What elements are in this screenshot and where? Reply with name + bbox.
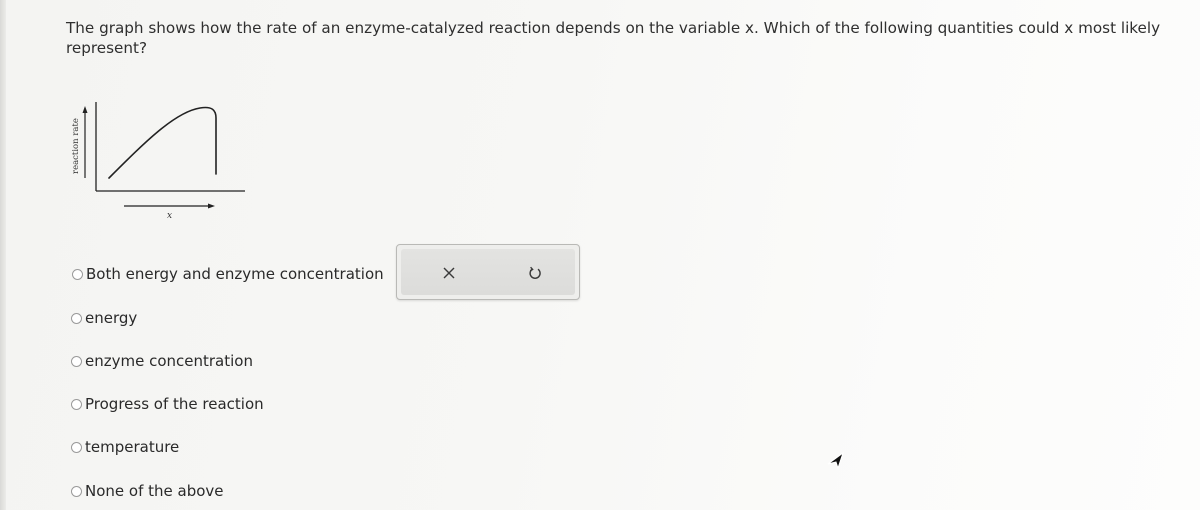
radio-button[interactable] [71,486,82,497]
option-label: energy [85,309,138,327]
graph-xlabel: x [167,211,173,220]
option-temperature[interactable] [71,438,179,456]
graph-rate-curve [109,107,216,178]
radio-button[interactable] [71,356,82,367]
answer-tools-panel [401,249,575,295]
window-edge [0,0,6,510]
option-energy[interactable] [71,309,137,327]
graph-y-arrowhead [83,106,88,113]
option-label: None of the above [85,482,224,500]
mouse-cursor-icon [826,450,848,472]
x-icon [442,266,456,280]
option-both-energy-enzyme[interactable] [72,265,384,283]
reaction-rate-graph [60,90,260,220]
option-label: Progress of the reaction [85,395,264,413]
radio-button[interactable] [71,399,82,410]
option-label: enzyme concentration [85,352,253,370]
question-text: The graph shows how the rate of an enzyme-catalyzed reaction depends on the variable x. Which of the following quantities could x most likely represent? [66,19,1161,57]
undo-button[interactable] [524,262,546,284]
undo-icon [527,265,543,281]
option-progress-of-reaction[interactable] [71,395,264,413]
graph-ylabel: reaction rate [71,118,81,174]
answer-tools-box [396,244,580,300]
clear-button[interactable] [438,262,460,284]
option-none-of-above[interactable] [71,482,224,500]
radio-button[interactable] [71,313,82,324]
option-label: Both energy and enzyme concentration [86,265,384,283]
option-label: temperature [85,438,180,456]
graph-x-arrowhead [208,204,215,209]
radio-button[interactable] [72,269,83,280]
radio-button[interactable] [71,442,82,453]
option-enzyme-concentration[interactable] [71,352,253,370]
